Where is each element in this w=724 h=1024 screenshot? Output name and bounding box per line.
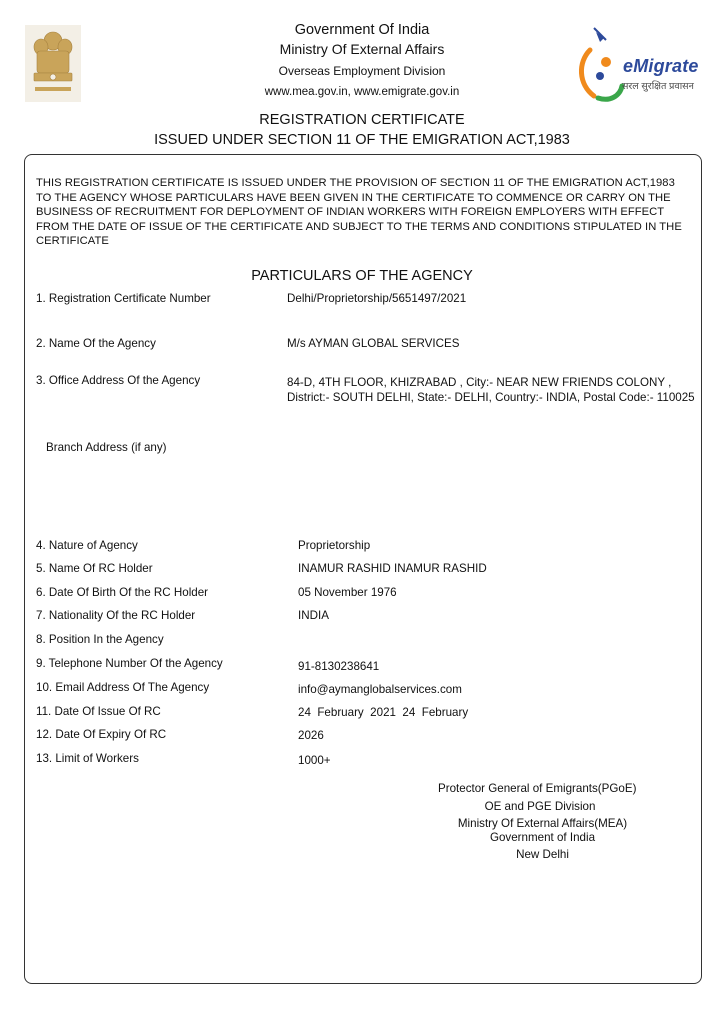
certificate-title: REGISTRATION CERTIFICATE <box>259 112 465 128</box>
division-title: Overseas Employment Division <box>278 64 446 78</box>
nationality-label: 7. Nationality Of the RC Holder <box>36 609 196 622</box>
expiry-date-value: 2026 <box>298 729 324 742</box>
dob-label: 6. Date Of Birth Of the RC Holder <box>36 586 209 599</box>
nature-value: Proprietorship <box>298 539 371 552</box>
particulars-heading: PARTICULARS OF THE AGENCY <box>251 268 473 284</box>
issue-date-value: 24 February 2021 24 February <box>298 706 469 719</box>
emigrate-logo-tagline: सरल सुरक्षित प्रवासन <box>622 81 694 92</box>
emigrate-logo-text: eMigrate <box>623 56 699 76</box>
signatory-city: New Delhi <box>516 848 569 861</box>
telephone-label: 9. Telephone Number Of the Agency <box>36 657 223 670</box>
certificate-intro: THIS REGISTRATION CERTIFICATE IS ISSUED UNDER THE PROVISION OF SECTION 11 OF THE EMIGRATION ACT,1983 TO THE AGENCY WHOSE PARTICULARS HAVE BEEN GIVEN IN THE CERTIFICATE TO COMMENCE OR CARRY ON THE BUSINESS OF RECRUITMENT FOR DEPLOYMENT OF INDIAN WORKERS WITH FOREIGN EMPLOYERS WITH EFFECT FROM THE DATE OF ISSUE OF THE CERTIFICATE AND SUBJECT TO THE TERMS AND CONDITIONS STIPULATED IN THE CERTIFICATE <box>36 177 682 248</box>
office-address-value: 84-D, 4TH FLOOR, KHIZRABAD , City:- NEAR NEW FRIENDS COLONY , District:- SOUTH DELHI, State:- DELHI, Country:- INDIA, Postal Code:- 110025 <box>287 376 695 404</box>
email-value: info@aymanglobalservices.com <box>298 683 462 696</box>
dob-value: 05 November 1976 <box>298 586 397 599</box>
reg-no-value: Delhi/Proprietorship/5651497/2021 <box>287 292 467 305</box>
rc-holder-label: 5. Name Of RC Holder <box>36 562 153 575</box>
rc-holder-value: INAMUR RASHID INAMUR RASHID <box>298 562 487 575</box>
nationality-value: INDIA <box>298 609 329 622</box>
position-label: 8. Position In the Agency <box>36 633 164 646</box>
nature-label: 4. Nature of Agency <box>36 539 138 552</box>
signatory-ministry: Ministry Of External Affairs(MEA) <box>457 817 628 830</box>
website-links: www.mea.gov.in, www.emigrate.gov.in <box>264 86 460 98</box>
telephone-value: 91-8130238641 <box>298 660 380 673</box>
government-title: Government Of India <box>294 22 430 38</box>
certificate-subtitle: ISSUED UNDER SECTION 11 OF THE EMIGRATION ACT,1983 <box>154 132 570 148</box>
worker-limit-value: 1000+ <box>298 754 331 767</box>
signatory-division: OE and PGE Division <box>484 800 596 813</box>
signatory-title: Protector General of Emigrants(PGoE) <box>438 782 637 795</box>
agency-name-label: 2. Name Of the Agency <box>36 337 156 350</box>
reg-no-label: 1. Registration Certificate Number <box>36 292 211 305</box>
expiry-date-label: 12. Date Of Expiry Of RC <box>36 728 167 741</box>
email-label: 10. Email Address Of The Agency <box>36 681 210 694</box>
agency-name-value: M/s AYMAN GLOBAL SERVICES <box>287 337 460 350</box>
office-address-label: 3. Office Address Of the Agency <box>36 374 201 387</box>
worker-limit-label: 13. Limit of Workers <box>36 752 139 765</box>
signatory-government: Government of India <box>489 831 596 844</box>
issue-date-label: 11. Date Of Issue Of RC <box>36 705 161 718</box>
ministry-title: Ministry Of External Affairs <box>279 41 445 57</box>
branch-address-label: Branch Address (if any) <box>46 441 167 454</box>
